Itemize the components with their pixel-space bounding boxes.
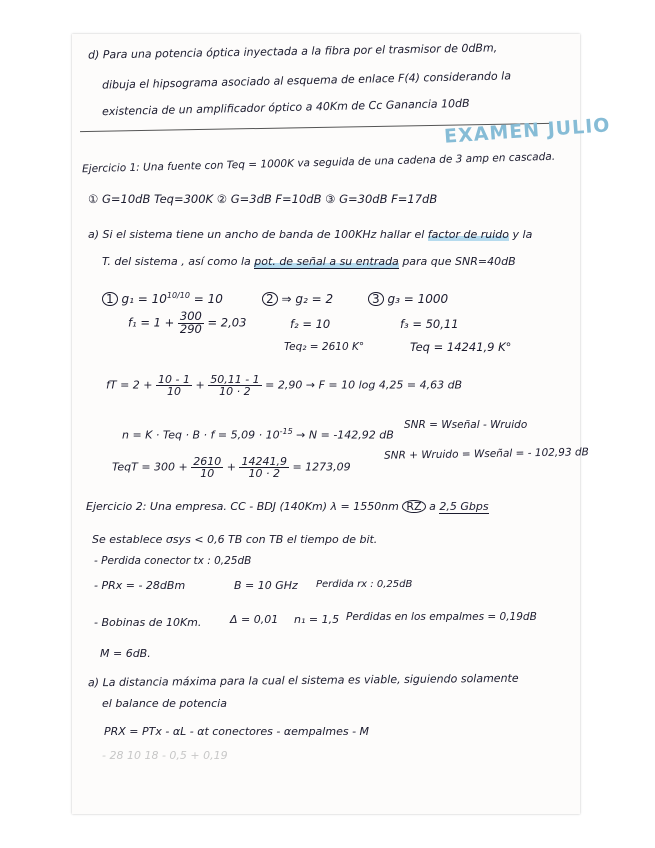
ft-numerator-1: 10 - 1 bbox=[158, 373, 190, 386]
notebook-page bbox=[72, 34, 612, 814]
ej2-delta: Δ = 0,01 bbox=[230, 613, 279, 626]
stage-2-marker: 2 bbox=[262, 292, 278, 306]
part-d-line-1: d) Para una potencia óptica inyectada a la fibra por el trasmisor de 0dBm, bbox=[87, 41, 498, 62]
noise-factor-highlight: factor de ruido bbox=[427, 228, 510, 241]
noise-power-formula bbox=[122, 428, 394, 441]
ft-denominator-2: 10 · 2 bbox=[219, 385, 251, 398]
teqt-denominator-2: 10 · 2 bbox=[248, 467, 280, 480]
noise-power-text: n = K · Teq · B · f = 5,09 · 10 bbox=[122, 428, 280, 442]
ej1-question-end: y la bbox=[512, 228, 533, 241]
ft-formula bbox=[106, 374, 462, 397]
ej2-rx-power: - PRx = - 28dBm bbox=[94, 579, 186, 592]
exam-title: EXAMEN JULIO bbox=[443, 114, 612, 148]
stage-3-gain-text: g₃ = 1000 bbox=[387, 292, 449, 306]
ft-fraction-2 bbox=[208, 374, 261, 397]
f2-value: f₂ = 10 bbox=[290, 317, 331, 331]
noise-power-result: → N = -142,92 dB bbox=[296, 428, 394, 442]
signal-power-highlight: pot. de señal a su entrada bbox=[254, 255, 399, 268]
stage-2-gain-text: ⇒ g₂ = 2 bbox=[281, 292, 334, 306]
faded-bleed-through-text: - 28 10 18 - 0,5 + 0,19 bbox=[102, 749, 228, 762]
ej2-index: n₁ = 1,5 bbox=[294, 613, 340, 626]
ft-prefix: fT = 2 + bbox=[106, 378, 153, 392]
signal-power-result: SNR + Wruido = Wseñal = - 102,93 dB bbox=[383, 446, 589, 462]
ej1-stages: ① G=10dB Teq=300K ② G=3dB F=10dB ③ G=30dB F=17dB bbox=[88, 192, 438, 206]
teqt-fraction-2 bbox=[239, 456, 289, 479]
teqt-result: = 1273,09 bbox=[292, 460, 351, 474]
bit-rate-prefix: a bbox=[429, 500, 436, 513]
ej2-coils: - Bobinas de 10Km. bbox=[94, 616, 202, 629]
ej1-question-line-1 bbox=[88, 229, 532, 240]
ej2-tx-connector-loss: - Perdida conector tx : 0,25dB bbox=[94, 555, 252, 567]
ej1-heading: Ejercicio 1: Una fuente con Teq = 1000K va seguida de una cadena de 3 amp en cascada. bbox=[81, 150, 556, 176]
ej2-question-line-2: el balance de potencia bbox=[102, 697, 227, 710]
ej1-question-text: a) Si el sistema tiene un ancho de banda de 100KHz hallar el bbox=[88, 228, 425, 241]
stage-1-marker: 1 bbox=[102, 292, 118, 306]
teqt-fraction-1 bbox=[191, 456, 223, 479]
power-balance-formula: PRX = PTx - αL - αt conectores - αempalmes - M bbox=[104, 725, 370, 738]
teq2-value: Teq₂ = 2610 K° bbox=[284, 341, 365, 353]
f1-formula bbox=[128, 311, 246, 335]
f1-result: = 2,03 bbox=[207, 315, 247, 330]
f1-denominator: 290 bbox=[179, 321, 202, 336]
ft-numerator-2: 50,11 - 1 bbox=[210, 373, 260, 386]
snr-definition: SNR = Wseñal - Wruido bbox=[404, 419, 528, 431]
stage-1-gain-result: = 10 bbox=[193, 292, 223, 306]
ej1-question-end-2: para que SNR=40dB bbox=[402, 255, 516, 268]
part-d-line-2: dibuja el hipsograma asociado al esquema de enlace F(4) considerando la bbox=[101, 69, 512, 92]
teqt-numerator-2: 14241,9 bbox=[241, 455, 287, 468]
teqt-prefix: TeqT = 300 + bbox=[112, 460, 188, 474]
ej2-rx-loss: Perdida rx : 0,25dB bbox=[316, 579, 413, 590]
ej1-question-text-2: T. del sistema , así como la bbox=[102, 255, 251, 268]
teqt-formula bbox=[112, 456, 351, 479]
ej2-heading-line bbox=[86, 500, 489, 513]
ej2-margin: M = 6dB. bbox=[100, 647, 151, 660]
teqt-denominator-1: 10 bbox=[200, 467, 215, 480]
f1-numerator: 300 bbox=[179, 309, 202, 323]
ej2-splice-loss: Perdidas en los empalmes = 0,19dB bbox=[346, 611, 537, 623]
stage-1-gain bbox=[102, 292, 223, 306]
f1-prefix: f₁ = 1 + bbox=[128, 315, 175, 330]
ft-denominator-1: 10 bbox=[167, 385, 181, 398]
stage-3-marker: 3 bbox=[368, 292, 384, 306]
stage-3-gain bbox=[368, 292, 448, 306]
noise-power-exp: -15 bbox=[279, 427, 293, 436]
ej2-bandwidth: B = 10 GHz bbox=[234, 579, 298, 592]
ft-plus: + bbox=[195, 378, 205, 392]
teq3-value: Teq = 14241,9 K° bbox=[410, 340, 512, 354]
ej2-heading: Ejercicio 2: Una empresa. CC - BDJ (140Km) λ = 1550nm bbox=[86, 500, 399, 513]
bit-rate: 2,5 Gbps bbox=[439, 500, 489, 513]
ft-result: = 2,90 bbox=[265, 378, 303, 392]
f3-value: f₃ = 50,11 bbox=[400, 317, 459, 331]
ft-noise-figure: → F = 10 log 4,25 = 4,63 dB bbox=[305, 378, 463, 392]
stage-1-gain-exp: 10/10 bbox=[166, 291, 190, 300]
stage-2-gain bbox=[262, 292, 333, 306]
teqt-plus: + bbox=[226, 460, 236, 474]
ej2-question-line-1: a) La distancia máxima para la cual el sistema es viable, siguiendo solamente bbox=[87, 671, 519, 690]
f1-fraction bbox=[178, 311, 204, 335]
teqt-numerator-1: 2610 bbox=[193, 455, 222, 468]
ft-fraction-1 bbox=[156, 374, 192, 397]
part-d-line-3: existencia de un amplificador óptico a 40Km de Cc Ganancia 10dB bbox=[101, 96, 470, 119]
rz-marker: RZ bbox=[402, 500, 425, 513]
ej2-system-condition: Se establece σsys < 0,6 TB con TB el tiempo de bit. bbox=[92, 533, 378, 546]
stage-1-gain-text: g₁ = 10 bbox=[121, 292, 167, 306]
ej1-question-line-2 bbox=[102, 256, 516, 267]
